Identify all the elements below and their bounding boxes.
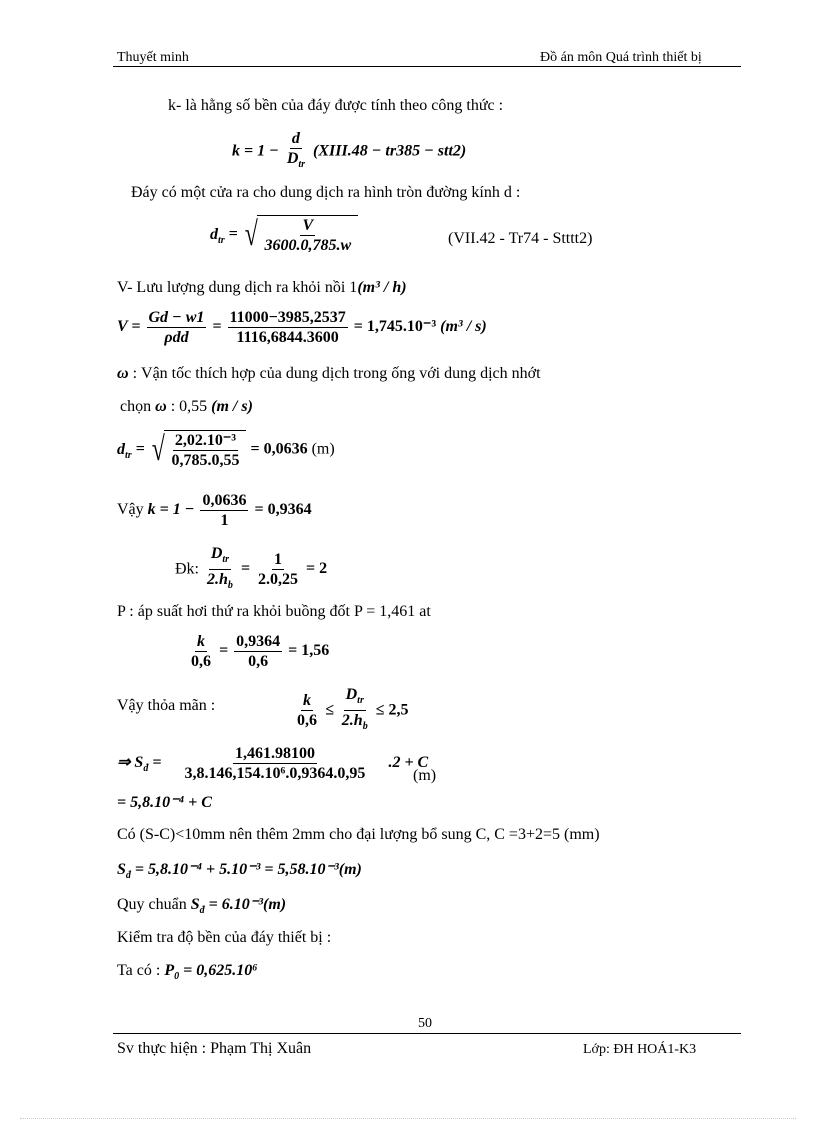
eq-S-unit: (m) — [413, 767, 437, 784]
paragraph-k-intro: k- là hằng số bền của đáy được tính theo công thức : — [168, 97, 504, 114]
paragraph-omega: ω : Vận tốc thích hợp của dung dịch trong ống với dung dịch nhớt — [117, 365, 541, 382]
eq-d-den: 3600.0,785.w — [264, 237, 352, 254]
paragraph-V: V- Lưu lượng dung dịch ra khỏi nồi 1(m³ / h) — [117, 279, 407, 296]
eq-k-lhs: k = 1 − — [232, 142, 279, 160]
equation-d — [210, 215, 358, 255]
eq-d-sqrt: √ $\frac{V}{3600.0,785.w}$ — [242, 215, 358, 255]
omega-symbol: ω — [117, 365, 129, 382]
eq-k-ref: (XIII.48 − tr385 − stt2) — [313, 142, 467, 160]
footer-class: Lớp: ĐH HOÁ1-K3 — [583, 1042, 697, 1057]
paragraph-satisfy: Vậy thỏa mãn : — [117, 697, 216, 714]
paragraph-co: Có (S-C)<10mm nên thêm 2mm cho đại lượng bổ sung C, C =3+2=5 (mm) — [117, 826, 600, 843]
eq-V-frac1: $\frac{Gd - w1}{\text{ρdd}}$ — [148, 309, 205, 346]
eq-d-num: V — [302, 217, 314, 234]
equation-dk: Đk: $\frac{D_{tr}}{2.h_b}$ = $\frac{1}{2.0,25}$ = 2 — [175, 545, 328, 592]
equation-P0: Ta có : $P_0 = 0,625.10^6$ — [117, 962, 258, 983]
eq-d-eq: = — [228, 225, 238, 243]
page-border-dotted — [20, 1118, 796, 1119]
header-right: Đồ án môn Quá trình thiết bị — [540, 50, 702, 65]
eq-V-frac2: $\frac{11000-3985,2537}{1116,6844.3600}$ — [229, 309, 346, 346]
eq-k-fraction — [285, 130, 307, 173]
equation-k2: Vậy k = 1 − $\frac{0,0636}{1}$ = 0,9364 — [117, 492, 312, 529]
equation-quy: Quy chuẩn $S_đ = 6.10^{-3}(m)$ — [117, 896, 287, 917]
footer-author: Sv thực hiện : Phạm Thị Xuân — [117, 1040, 312, 1057]
equation-V: V = $\frac{Gd - w1}{\text{ρdd}}$ = $\frac{11000-3985,2537}{1116,6844.3600}$ = 1,745.10⁻³ (m³ / s) — [117, 309, 487, 346]
paragraph-outlet: Đáy có một cửa ra cho dung dịch ra hình tròn đường kính d : — [131, 184, 521, 201]
paragraph-choose: chọn ω : 0,55 (m / s) — [120, 398, 253, 415]
header-left: Thuyết minh — [117, 50, 189, 65]
paragraph-P: P : áp suất hơi thứ ra khỏi buồng đốt P = 1,461 at — [117, 603, 431, 620]
equation-S-result: = 5,8.10⁻⁴ + C — [117, 794, 212, 811]
header-rule — [113, 66, 741, 67]
paragraph-kiem: Kiểm tra độ bền của đáy thiết bị : — [117, 929, 332, 946]
equation-S2: $S_đ = 5,8.10^{-4} + 5.10^{-3} = 5,58.10^{-3}(m)$ — [117, 861, 362, 882]
eq-d-ref: (VII.42 - Tr74 - Stttt2) — [448, 230, 593, 247]
equation-k — [232, 130, 466, 173]
footer-rule — [113, 1033, 741, 1034]
eq-d2-sqrt: √ $\frac{\text{2,02.10⁻³}}{0,785.0,55}$ — [149, 430, 247, 470]
page-number: 50 — [418, 1016, 432, 1031]
eq-d-lhs: $d_{tr}$ — [210, 225, 225, 246]
equation-S: ⇒ $S_đ$ = $\frac{1,461.98100}{\text{3,8.146,154.10⁶.0,9364.0,95}}$ .2 + C — [117, 745, 429, 782]
equation-d2: $d_{tr}$ = √ $\frac{\text{2,02.10⁻³}}{0,785.0,55}$ = 0,0636 (m) — [117, 431, 335, 469]
equation-ratio: $\frac{k}{0,6}$ = $\frac{0,9364}{0,6}$ = 1,56 — [191, 633, 330, 670]
eq-k-num: d — [291, 130, 300, 147]
eq-k-den: $D_{tr}$ — [286, 150, 306, 171]
equation-satisfy: $\frac{k}{0,6}$ ≤ $\frac{D_{tr}}{2.h_b}$ ≤ 2,5 — [297, 686, 409, 733]
